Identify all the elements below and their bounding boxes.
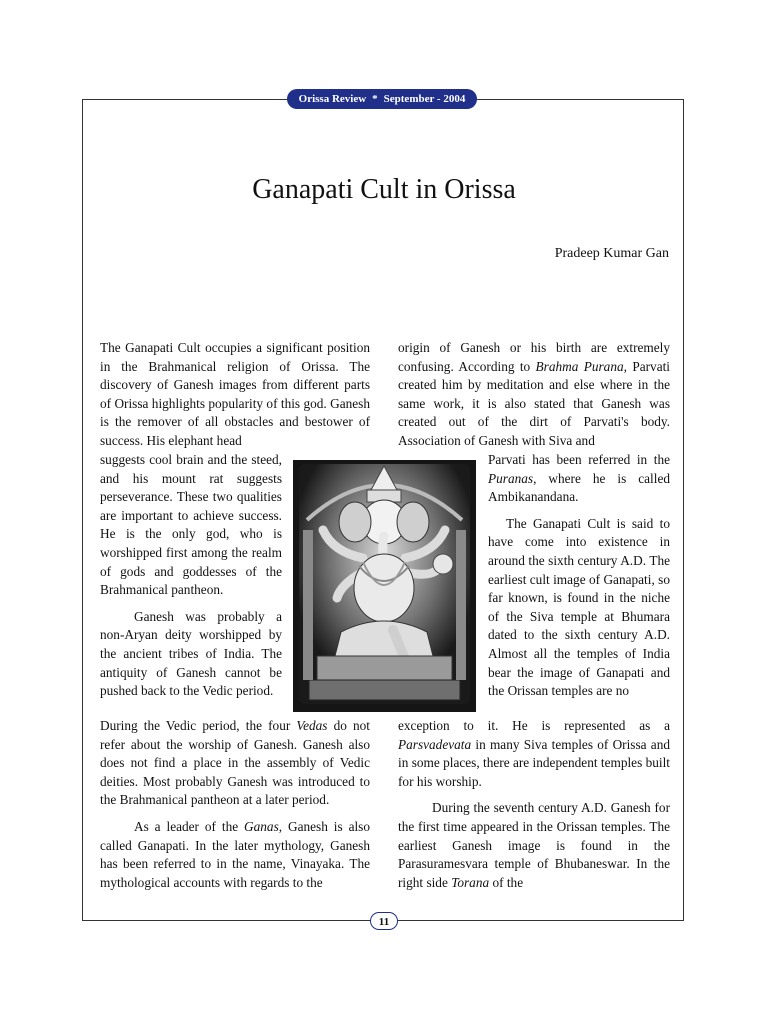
left-column-bottom bbox=[100, 717, 370, 892]
paragraph: The Ganapati Cult is said to have come into existence in around the sixth century A.D. The earliest cult image of Ganapati, so far known, is found in the niche of the Siva temple at Bhumara dated to the sixth century A.D. Almost all the temples of India bear the image of Ganapati and the Orissan temples are no bbox=[488, 515, 670, 699]
left-column-top bbox=[100, 339, 370, 451]
paragraph: Parvati has been referred in the Puranas, where he is called Ambikanandana. bbox=[488, 452, 670, 505]
paragraph: exception to it. He is represented as a Parsvadevata in many Siva temples of Orissa and in some places, there are independent temples built for his worship. bbox=[398, 718, 670, 789]
journal-banner bbox=[287, 89, 477, 109]
paragraph: As a leader of the Ganas, Ganesh is also called Ganapati. In the later mythology, Ganesh has been referred to in the name, Vinayaka. The mythological accounts with regards to the bbox=[100, 818, 370, 890]
left-column-wrap bbox=[100, 451, 282, 701]
paragraph: During the Vedic period, the four Vedas do not refer about the worship of Ganesh. Ganesh also does not find a place in the assembly of Vedic deities. Most probably Ganesh was introduced to the Brahmanical pantheon at a later period. bbox=[100, 718, 370, 808]
paragraph: suggests cool brain and the steed, and his mount rat suggests perseverance. These two qualities are important to achieve success. He is the only god, who is worshipped first among the realm of gods and goddesses of the Brahmanical pantheon. bbox=[100, 452, 282, 598]
paragraph: During the seventh century A.D. Ganesh for the first time appeared in the Orissan temples. The earliest Ganesh image is found in the Parasuramesvara temple of Bhubaneswar. In the right side Torana of the bbox=[398, 800, 670, 890]
issue-date: September - 2004 bbox=[383, 93, 466, 105]
article-author: Pradeep Kumar Gan bbox=[554, 246, 669, 261]
right-column-wrap bbox=[488, 451, 670, 701]
right-column-bottom bbox=[398, 717, 670, 892]
paragraph: Ganesh was probably a non-Aryan deity worshipped by the ancient tribes of India. The antiquity of Ganesh cannot be pushed back to the Vedic period. bbox=[100, 608, 282, 699]
paragraph: origin of Ganesh or his birth are extremely confusing. According to Brahma Purana, Parvati created him by meditation and else where in the same work, it is also stated that Ganesh was created out of the dirt of Parvati's body. Association of Ganesh with Siva and bbox=[398, 340, 670, 448]
page-number: 11 bbox=[370, 912, 398, 930]
article-title: Ganapati Cult in Orissa bbox=[252, 174, 516, 205]
right-column-top bbox=[398, 339, 670, 451]
journal-name: Orissa Review bbox=[298, 93, 367, 105]
banner-separator: * bbox=[372, 93, 378, 105]
paragraph: The Ganapati Cult occupies a significant position in the Brahmanical religion of Orissa. The discovery of Ganesh images from different parts of Orissa highlights popularity of this god. Ganesh is the remover of all obstacles and bestower of success. His elephant head bbox=[100, 340, 370, 448]
ganesh-image bbox=[293, 460, 476, 712]
